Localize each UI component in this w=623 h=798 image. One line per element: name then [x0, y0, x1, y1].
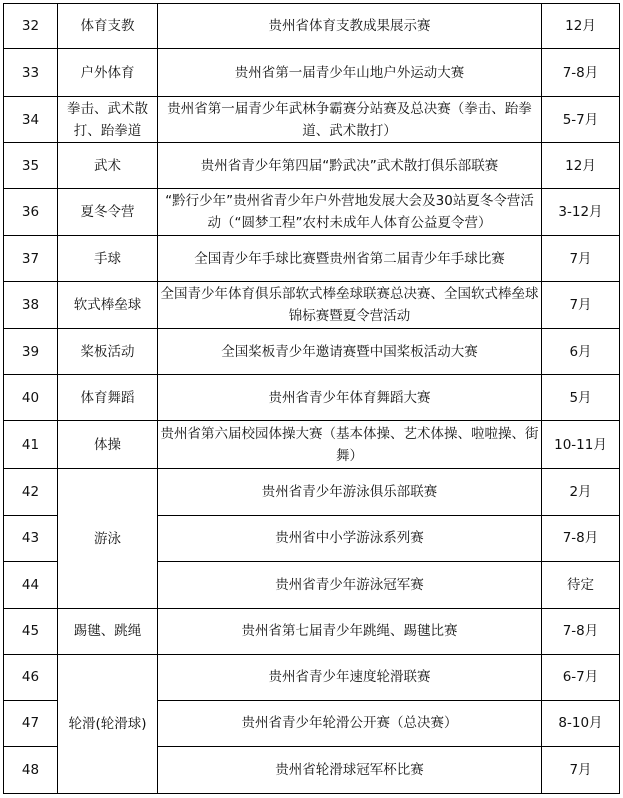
table-row: [4, 49, 620, 97]
row-number: 38: [4, 282, 58, 329]
event-name-cell: 贵州省青少年游泳俱乐部联赛: [158, 469, 542, 515]
row-number: 32: [4, 4, 58, 49]
table-row: [4, 608, 620, 654]
row-number: 43: [4, 515, 58, 561]
category-cell: 体育支教: [58, 4, 158, 49]
category-cell: 体操: [58, 421, 158, 469]
time-cell: 12月: [542, 4, 620, 49]
row-number: 39: [4, 329, 58, 375]
row-number: 41: [4, 421, 58, 469]
time-cell: 8-10月: [542, 700, 620, 746]
time-cell: 7月: [542, 236, 620, 282]
category-cell: 游泳: [58, 469, 158, 608]
category-cell: 户外体育: [58, 49, 158, 97]
time-cell: 7月: [542, 746, 620, 793]
row-number: 37: [4, 236, 58, 282]
row-number: 34: [4, 97, 58, 143]
time-cell: 2月: [542, 469, 620, 515]
event-name-cell: 贵州省青少年游泳冠军赛: [158, 561, 542, 608]
event-name-cell: 贵州省第六届校园体操大赛（基本体操、艺术体操、啦啦操、街舞）: [158, 421, 542, 469]
category-cell: 体育舞蹈: [58, 375, 158, 421]
category-cell: 拳击、武术散打、跆拳道: [58, 97, 158, 143]
table-row: [4, 421, 620, 469]
category-cell: 武术: [58, 143, 158, 189]
table-row: [4, 4, 620, 49]
time-cell: 7-8月: [542, 515, 620, 561]
event-name-cell: “黔行少年”贵州省青少年户外营地发展大会及30站夏冬令营活动（“圆梦工程”农村未成年人体育公益夏令营）: [158, 189, 542, 236]
event-name-cell: 全国桨板青少年邀请赛暨中国桨板活动大赛: [158, 329, 542, 375]
table-row: [4, 375, 620, 421]
table-row: [4, 236, 620, 282]
table-row: [4, 329, 620, 375]
event-name-cell: 全国青少年体育俱乐部软式棒垒球联赛总决赛、全国软式棒垒球锦标赛暨夏令营活动: [158, 282, 542, 329]
time-cell: 6-7月: [542, 654, 620, 700]
table-row: [4, 143, 620, 189]
time-cell: 7-8月: [542, 608, 620, 654]
time-cell: 5-7月: [542, 97, 620, 143]
event-name-cell: 全国青少年手球比赛暨贵州省第二届青少年手球比赛: [158, 236, 542, 282]
category-cell: 踢毽、跳绳: [58, 608, 158, 654]
category-cell: 软式棒垒球: [58, 282, 158, 329]
table-row: [4, 189, 620, 236]
table-row: [4, 469, 620, 515]
row-number: 48: [4, 746, 58, 793]
event-name-cell: 贵州省体育支教成果展示赛: [158, 4, 542, 49]
event-name-cell: 贵州省青少年速度轮滑联赛: [158, 654, 542, 700]
event-name-cell: 贵州省青少年轮滑公开赛（总决赛）: [158, 700, 542, 746]
category-cell: 桨板活动: [58, 329, 158, 375]
time-cell: 12月: [542, 143, 620, 189]
event-name-cell: 贵州省第七届青少年跳绳、踢毽比赛: [158, 608, 542, 654]
time-cell: 5月: [542, 375, 620, 421]
event-name-cell: 贵州省轮滑球冠军杯比赛: [158, 746, 542, 793]
time-cell: 待定: [542, 561, 620, 608]
row-number: 45: [4, 608, 58, 654]
table-row: [4, 282, 620, 329]
row-number: 42: [4, 469, 58, 515]
event-name-cell: 贵州省青少年第四届“黔武决”武术散打俱乐部联赛: [158, 143, 542, 189]
row-number: 33: [4, 49, 58, 97]
row-number: 47: [4, 700, 58, 746]
time-cell: 6月: [542, 329, 620, 375]
time-cell: 10-11月: [542, 421, 620, 469]
time-cell: 3-12月: [542, 189, 620, 236]
category-cell: 手球: [58, 236, 158, 282]
row-number: 35: [4, 143, 58, 189]
event-name-cell: 贵州省中小学游泳系列赛: [158, 515, 542, 561]
table-row: [4, 654, 620, 700]
table-row: [4, 97, 620, 143]
time-cell: 7月: [542, 282, 620, 329]
row-number: 40: [4, 375, 58, 421]
row-number: 46: [4, 654, 58, 700]
row-number: 44: [4, 561, 58, 608]
events-table: [3, 3, 620, 794]
event-name-cell: 贵州省青少年体育舞蹈大赛: [158, 375, 542, 421]
category-cell: 夏冬令营: [58, 189, 158, 236]
event-name-cell: 贵州省第一届青少年武林争霸赛分站赛及总决赛（拳击、跆拳道、武术散打）: [158, 97, 542, 143]
time-cell: 7-8月: [542, 49, 620, 97]
row-number: 36: [4, 189, 58, 236]
category-cell: 轮滑(轮滑球): [58, 654, 158, 793]
event-name-cell: 贵州省第一届青少年山地户外运动大赛: [158, 49, 542, 97]
